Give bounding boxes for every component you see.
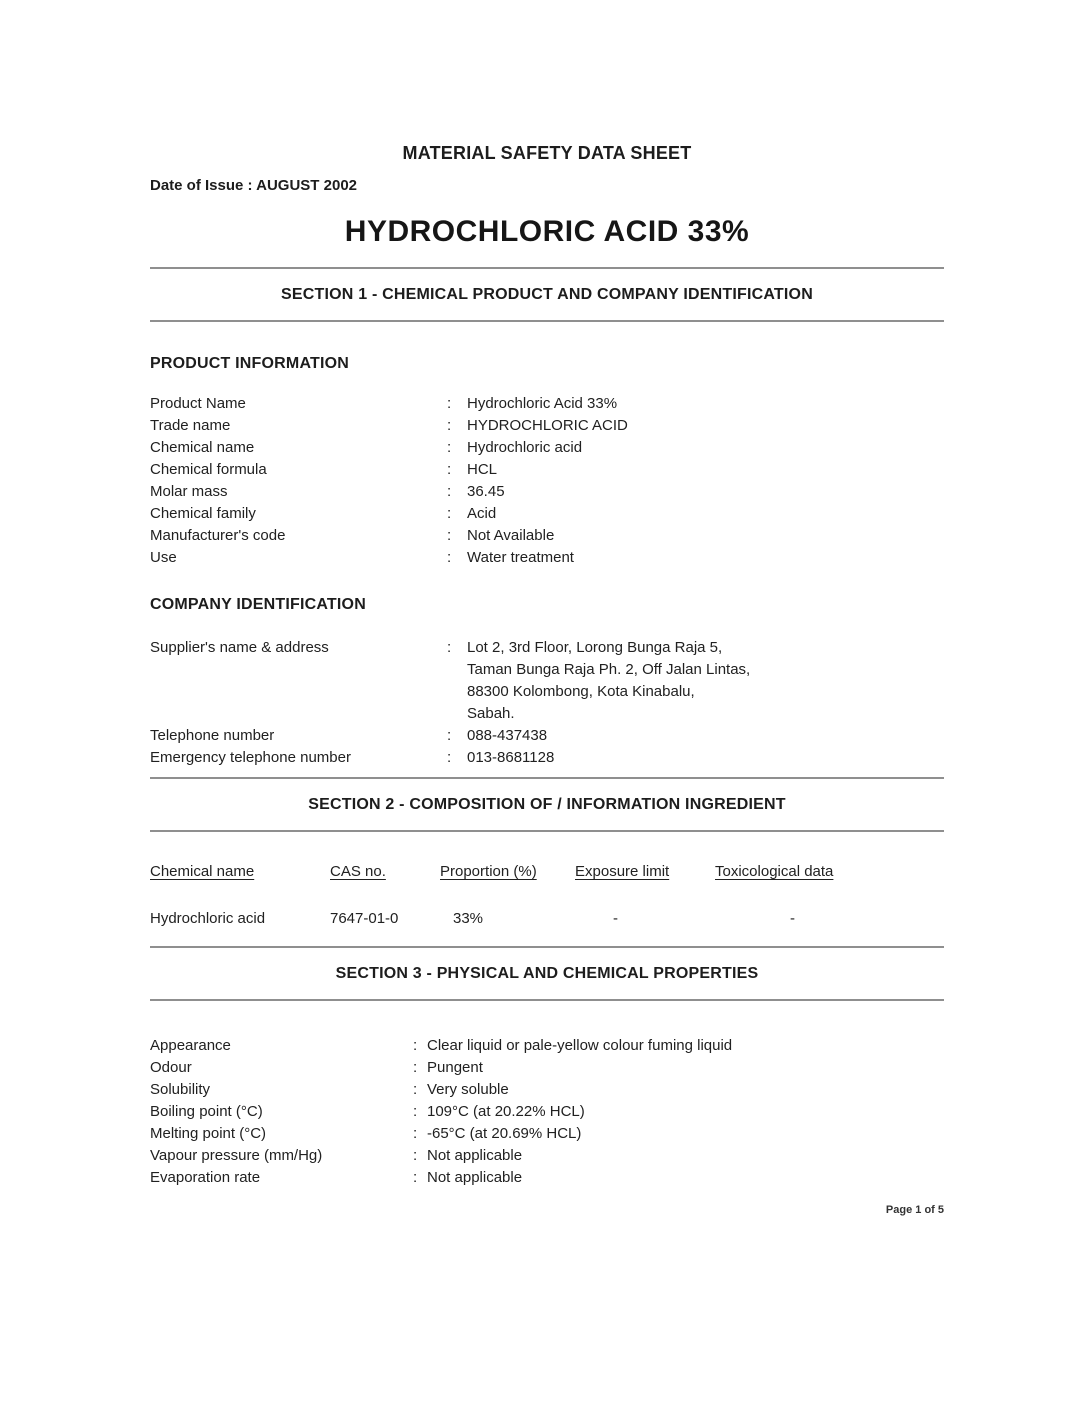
colon-separator: :	[447, 461, 452, 478]
cell-proportion: 33%	[453, 910, 484, 927]
composition-table	[150, 862, 944, 930]
composition-table-header-row	[150, 862, 944, 882]
field-value: 88300 Kolombong, Kota Kinabalu,	[467, 683, 695, 700]
property-row	[150, 1123, 944, 1145]
cell-toxicological-data: -	[790, 910, 795, 927]
field-label: Chemical name	[150, 439, 255, 456]
field-value: HYDROCHLORIC ACID	[467, 417, 628, 434]
date-of-issue: Date of Issue : AUGUST 2002	[150, 177, 358, 194]
field-value: Taman Bunga Raja Ph. 2, Off Jalan Lintas,	[467, 661, 751, 678]
property-row	[150, 1167, 944, 1189]
colon-separator: :	[447, 639, 452, 656]
product-information-heading: PRODUCT INFORMATION	[150, 355, 350, 372]
info-row	[150, 459, 944, 481]
field-value: Sabah.	[467, 705, 515, 722]
property-value: 109°C (at 20.22% HCL)	[427, 1103, 585, 1120]
field-value: Lot 2, 3rd Floor, Lorong Bunga Raja 5,	[467, 639, 723, 656]
property-label: Vapour pressure (mm/Hg)	[150, 1147, 323, 1164]
property-label: Melting point (°C)	[150, 1125, 267, 1142]
info-row	[150, 747, 944, 769]
section-1-title: SECTION 1 - CHEMICAL PRODUCT AND COMPANY IDENTIFICATION	[281, 286, 813, 303]
field-value: HCL	[467, 461, 498, 478]
colon-separator: :	[413, 1059, 418, 1076]
field-value: 013-8681128	[467, 749, 555, 766]
column-header-toxicological-data: Toxicological data	[715, 863, 834, 880]
divider	[150, 320, 944, 322]
colon-separator: :	[447, 527, 452, 544]
company-identification-rows	[150, 637, 944, 769]
colon-separator: :	[413, 1125, 418, 1142]
product-title: HYDROCHLORIC ACID 33%	[344, 215, 750, 248]
info-row-continuation	[150, 703, 944, 725]
colon-separator: :	[413, 1081, 418, 1098]
property-label: Solubility	[150, 1081, 211, 1098]
divider	[150, 999, 944, 1001]
field-value: 36.45	[467, 483, 505, 500]
divider	[150, 267, 944, 269]
column-header-chemical-name: Chemical name	[150, 863, 255, 880]
product-information-rows	[150, 393, 944, 569]
property-label: Appearance	[150, 1037, 231, 1054]
field-value: 088-437438	[467, 727, 548, 744]
field-value: Water treatment	[467, 549, 574, 566]
colon-separator: :	[413, 1037, 418, 1054]
field-label: Supplier's name & address	[150, 639, 329, 656]
field-label	[150, 703, 447, 725]
colon-separator: :	[413, 1147, 418, 1164]
field-label: Trade name	[150, 417, 231, 434]
property-row	[150, 1101, 944, 1123]
field-value: Not Available	[467, 527, 555, 544]
colon-separator: :	[447, 549, 452, 566]
composition-table-row	[150, 908, 944, 930]
field-label: Telephone number	[150, 727, 275, 744]
info-row	[150, 725, 944, 747]
divider	[150, 946, 944, 948]
field-label: Use	[150, 549, 177, 566]
property-value: Clear liquid or pale-yellow colour fuming liquid	[427, 1037, 733, 1054]
info-row	[150, 415, 944, 437]
property-row	[150, 1079, 944, 1101]
document-type-title: MATERIAL SAFETY DATA SHEET	[402, 143, 692, 163]
page-number-indicator: Page 1 of 5	[885, 1204, 944, 1216]
column-header-cas-no: CAS no.	[330, 863, 386, 880]
field-label	[150, 659, 447, 681]
physical-properties-rows	[150, 1035, 944, 1189]
cell-exposure-limit: -	[613, 910, 618, 927]
info-row	[150, 437, 944, 459]
info-row	[150, 525, 944, 547]
property-row	[150, 1145, 944, 1167]
colon-separator: :	[413, 1169, 418, 1186]
cell-chemical-name: Hydrochloric acid	[150, 910, 266, 927]
column-header-exposure-limit: Exposure limit	[575, 863, 670, 880]
colon-separator: :	[447, 749, 452, 766]
field-value: Hydrochloric acid	[467, 439, 583, 456]
info-row	[150, 637, 944, 659]
info-row-continuation	[150, 681, 944, 703]
section-2-title: SECTION 2 - COMPOSITION OF / INFORMATION INGREDIENT	[308, 796, 786, 813]
divider	[150, 830, 944, 832]
property-value: Pungent	[427, 1059, 483, 1076]
info-row	[150, 547, 944, 569]
property-label: Boiling point (°C)	[150, 1103, 263, 1120]
colon-separator: :	[447, 417, 452, 434]
colon-separator: :	[447, 727, 452, 744]
colon-separator: :	[447, 505, 452, 522]
field-value: Acid	[467, 505, 497, 522]
property-value: Not applicable	[427, 1147, 523, 1164]
field-label: Product Name	[150, 395, 246, 412]
field-label: Chemical formula	[150, 461, 267, 478]
property-row	[150, 1057, 944, 1079]
property-value: -65°C (at 20.69% HCL)	[427, 1125, 582, 1142]
column-header-proportion: Proportion (%)	[440, 863, 537, 880]
company-identification-heading: COMPANY IDENTIFICATION	[150, 596, 366, 613]
field-label: Emergency telephone number	[150, 749, 351, 766]
colon-separator: :	[447, 395, 452, 412]
field-label: Molar mass	[150, 483, 228, 500]
colon-separator: :	[447, 483, 452, 500]
colon-separator: :	[447, 439, 452, 456]
document-content	[150, 0, 944, 1217]
property-row	[150, 1035, 944, 1057]
property-value: Not applicable	[427, 1169, 523, 1186]
property-label: Odour	[150, 1059, 192, 1076]
info-row	[150, 481, 944, 503]
info-row-continuation	[150, 659, 944, 681]
info-row	[150, 393, 944, 415]
field-value: Hydrochloric Acid 33%	[467, 395, 618, 412]
divider	[150, 777, 944, 779]
field-label	[150, 681, 447, 703]
info-row	[150, 503, 944, 525]
field-label: Manufacturer's code	[150, 527, 286, 544]
property-label: Evaporation rate	[150, 1169, 261, 1186]
field-label: Chemical family	[150, 505, 256, 522]
section-3-title: SECTION 3 - PHYSICAL AND CHEMICAL PROPERTIES	[335, 965, 759, 982]
colon-separator: :	[413, 1103, 418, 1120]
property-value: Very soluble	[427, 1081, 509, 1098]
cell-cas-no: 7647-01-0	[330, 910, 399, 927]
